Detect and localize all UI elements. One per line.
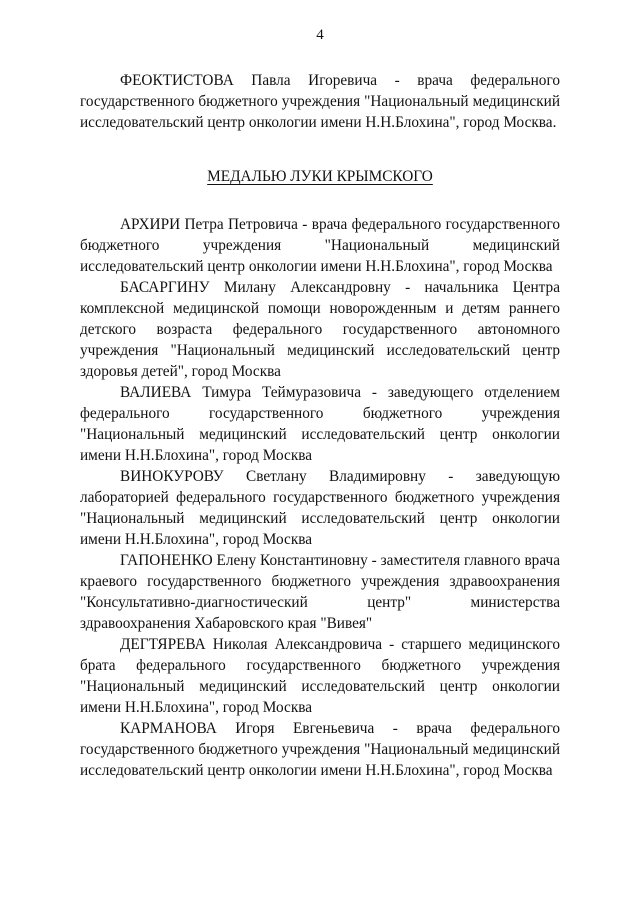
- award-entry-gaponenko: ГАПОНЕНКО Елену Константиновну - заместителя главного врача краевого государственного бюджетного учреждения здравоохранения "Консультативно-диагностический центр" министерства здравоохранения Хабаровского края "Вивея": [80, 552, 560, 632]
- award-entry-degtyarev: ДЕГТЯРЕВА Николая Александровича - старшего медицинского брата федерального государственного бюджетного учреждения "Национальный медицинский исследовательский центр онкологии имени Н.Н.Блохина", город Москва: [80, 636, 560, 716]
- award-entry-basargina: БАСАРГИНУ Милану Александровну - начальника Центра комплексной медицинской помощи новорожденным и детям раннего детского возраста федерального государственного автономного учреждения "Национальный медицинский исследовательский центр здоровья детей", город Москва: [80, 279, 560, 380]
- award-entry-valiev: ВАЛИЕВА Тимура Теймуразовича - заведующего отделением федерального государственного бюджетного учреждения "Национальный медицинский исследовательский центр онкологии имени Н.Н.Блохина", город Москва: [80, 384, 560, 464]
- award-entry-arkhiri: АРХИРИ Петра Петровича - врача федерального государственного бюджетного учреждения "Национальный медицинский исследовательский центр онкологии имени Н.Н.Блохина", город Москва: [80, 216, 560, 275]
- award-entry-vinokurova: ВИНОКУРОВУ Светлану Владимировну - заведующую лабораторией федерального государственного бюджетного учреждения "Национальный медицинский исследовательский центр онкологии имени Н.Н.Блохина", город Москва: [80, 468, 560, 548]
- document-body: [80, 70, 560, 781]
- award-entry-karmanov: КАРМАНОВА Игоря Евгеньевича - врача федерального государственного бюджетного учреждения "Национальный медицинский исследовательский центр онкологии имени Н.Н.Блохина", город Москва: [80, 720, 560, 779]
- section-heading: МЕДАЛЬЮ ЛУКИ КРЫМСКОГО: [207, 168, 433, 185]
- award-entry-feoktistov: ФЕОКТИСТОВА Павла Игоревича - врача федерального государственного бюджетного учреждения "Национальный медицинский исследовательский центр онкологии имени Н.Н.Блохина", город Москва.: [80, 72, 560, 131]
- page-number: 4: [316, 27, 324, 43]
